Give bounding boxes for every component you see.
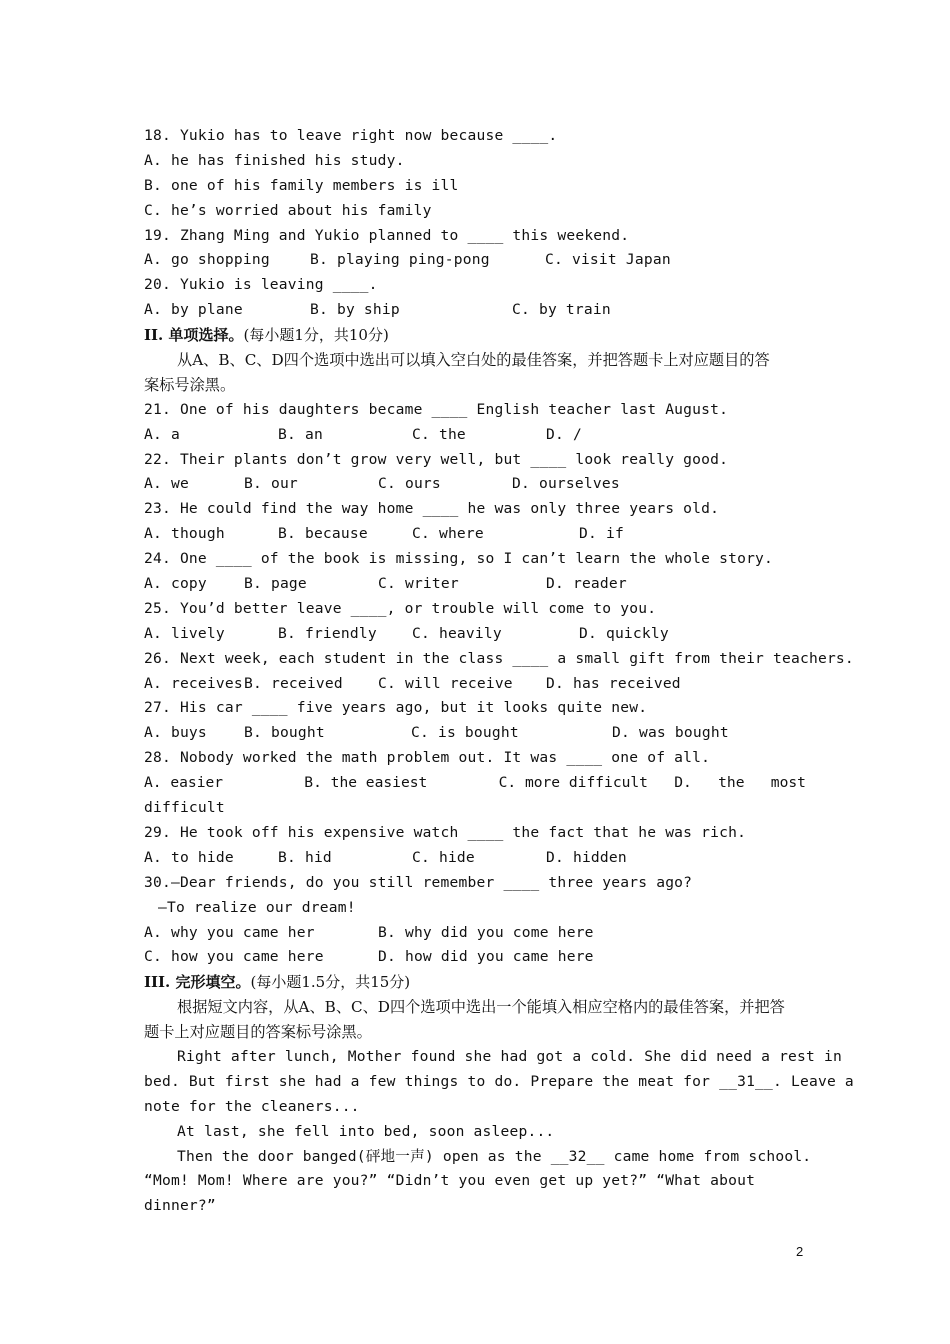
option-a: A. we: [144, 475, 189, 493]
question-21-stem: 21. One of his daughters became ____ English teacher last August.: [144, 400, 729, 418]
question-20-stem: 20. Yukio is leaving ____.: [144, 276, 378, 294]
option-c: C. by train: [512, 301, 611, 319]
option-d: D. quickly: [579, 624, 669, 642]
option-b: B. the easiest: [304, 774, 428, 792]
option-c: C. is bought: [411, 724, 519, 742]
section-3-instruction-line-2: 题卡上对应题目的答案标号涂黑。: [144, 1023, 372, 1042]
question-30-stem: 30.—Dear friends, do you still remember ____ three years ago?: [144, 873, 693, 891]
option-d: D. reader: [546, 575, 627, 593]
question-18-option-c: C. he’s worried about his family: [144, 201, 432, 219]
option-c: C. hide: [412, 848, 475, 866]
option-b: B. by ship: [310, 301, 400, 319]
question-18-stem: 18. Yukio has to leave right now because ____.: [144, 127, 558, 144]
section-3-heading: [144, 970, 806, 995]
page-number: 2: [796, 1244, 804, 1259]
question-28-option-d-wrap: difficult: [144, 799, 225, 817]
option-d: D. hidden: [546, 848, 627, 866]
option-d-word-1: the: [718, 774, 745, 792]
question-28-stem: 28. Nobody worked the math problem out. It was ____ one of all.: [144, 749, 711, 767]
section-2-instruction-line-2: 案标号涂黑。: [144, 375, 236, 394]
passage-paragraph-2: At last, she fell into bed, soon asleep...: [177, 1122, 555, 1140]
option-d: D. how did you came here: [378, 948, 594, 966]
question-20-options: [144, 298, 806, 323]
option-d: D. was bought: [612, 724, 729, 742]
page-content: [144, 124, 854, 1219]
option-c: C. how you came here: [144, 948, 324, 966]
question-19-options: [144, 248, 806, 273]
question-29-stem: 29. He took off his expensive watch ____ the fact that he was rich.: [144, 823, 747, 841]
option-b: B. bought: [244, 724, 325, 742]
passage-paragraph-3-line-2: “Mom! Mom! Where are you?” “Didn’t you even get up yet?” “What about: [144, 1172, 756, 1190]
section-3-title: III. 完形填空。: [144, 973, 251, 992]
option-b: B. hid: [278, 848, 332, 866]
option-c: C. the: [412, 425, 466, 443]
option-c: C. heavily: [412, 624, 502, 642]
option-d: D. has received: [546, 674, 681, 692]
section-2-heading: [144, 323, 806, 348]
option-b: B. friendly: [278, 624, 377, 642]
option-d: D. if: [579, 525, 624, 543]
option-a: A. by plane: [144, 301, 243, 319]
question-22-stem: 22. Their plants don’t grow very well, but ____ look really good.: [144, 450, 729, 468]
option-c: C. visit Japan: [545, 251, 671, 269]
question-30-options-row-1: [144, 921, 806, 946]
question-27-stem: 27. His car ____ five years ago, but it looks quite new.: [144, 699, 648, 717]
question-29-options: [144, 846, 806, 871]
option-a: A. a: [144, 425, 180, 443]
question-21-options: [144, 423, 806, 448]
option-b: B. page: [244, 575, 307, 593]
option-b: B. because: [278, 525, 368, 543]
question-23-options: [144, 522, 806, 547]
option-b: B. our: [244, 475, 298, 493]
question-24-options: [144, 572, 806, 597]
option-c: C. ours: [378, 475, 441, 493]
section-2-score: (每小题1分，共10分): [243, 326, 389, 345]
question-22-options: [144, 472, 806, 497]
option-a: A. copy: [144, 575, 207, 593]
section-2-instruction-line-1: 从A、B、C、D四个选项中选出可以填入空白处的最佳答案，并把答题卡上对应题目的答: [177, 351, 770, 370]
option-b: B. playing ping-pong: [310, 251, 490, 269]
option-a: A. buys: [144, 724, 207, 742]
section-3-instruction-line-1: 根据短文内容，从A、B、C、D四个选项中选出一个能填入相应空格内的最佳答案，并把答: [177, 998, 785, 1017]
passage-paragraph-1-line-2: bed. But first she had a few things to do. Prepare the meat for __31__. Leave a: [144, 1072, 854, 1090]
option-d: D. ourselves: [512, 475, 620, 493]
question-25-stem: 25. You’d better leave ____, or trouble will come to you.: [144, 599, 657, 617]
question-30-options-row-2: [144, 945, 806, 970]
question-28-options: [144, 771, 806, 796]
option-b: B. why did you come here: [378, 923, 594, 941]
option-a: A. lively: [144, 624, 225, 642]
option-a: A. easier: [144, 774, 224, 792]
option-b: B. received: [244, 674, 343, 692]
passage-paragraph-1-line-3: note for the cleaners...: [144, 1097, 360, 1115]
option-a: A. receives: [144, 674, 243, 692]
question-26-options: [144, 672, 806, 697]
option-a: A. why you came her: [144, 923, 315, 941]
question-19-stem: 19. Zhang Ming and Yukio planned to ____ this weekend.: [144, 226, 630, 244]
option-a: A. go shopping: [144, 251, 270, 269]
question-25-options: [144, 622, 806, 647]
option-c: C. more difficult: [498, 774, 648, 792]
option-c: C. will receive: [378, 674, 513, 692]
question-18-option-b: B. one of his family members is ill: [144, 176, 459, 194]
question-23-stem: 23. He could find the way home ____ he was only three years old.: [144, 500, 720, 518]
question-18-option-a: A. he has finished his study.: [144, 151, 405, 169]
question-26-stem: 26. Next week, each student in the class ____ a small gift from their teachers.: [144, 649, 854, 667]
question-27-options: [144, 721, 806, 746]
option-a: A. to hide: [144, 848, 234, 866]
passage-paragraph-1-line-1: Right after lunch, Mother found she had got a cold. She did need a rest in: [177, 1047, 842, 1065]
option-d: D. /: [546, 425, 582, 443]
option-b: B. an: [278, 425, 323, 443]
section-3-score: (每小题1.5分，共15分): [250, 973, 411, 992]
option-a: A. though: [144, 525, 225, 543]
question-24-stem: 24. One ____ of the book is missing, so I can’t learn the whole story.: [144, 550, 774, 568]
passage-paragraph-3-line-1: Then the door banged(砰地一声) open as the __32__ came home from school.: [177, 1147, 812, 1165]
question-30-reply: —To realize our dream!: [158, 898, 356, 916]
option-d-label: D.: [674, 774, 692, 792]
section-2-title: II. 单项选择。: [144, 326, 244, 345]
option-c: C. where: [412, 525, 484, 543]
option-d-word-2: most: [770, 774, 806, 792]
passage-paragraph-3-line-3: dinner?”: [144, 1197, 216, 1215]
option-c: C. writer: [378, 575, 459, 593]
